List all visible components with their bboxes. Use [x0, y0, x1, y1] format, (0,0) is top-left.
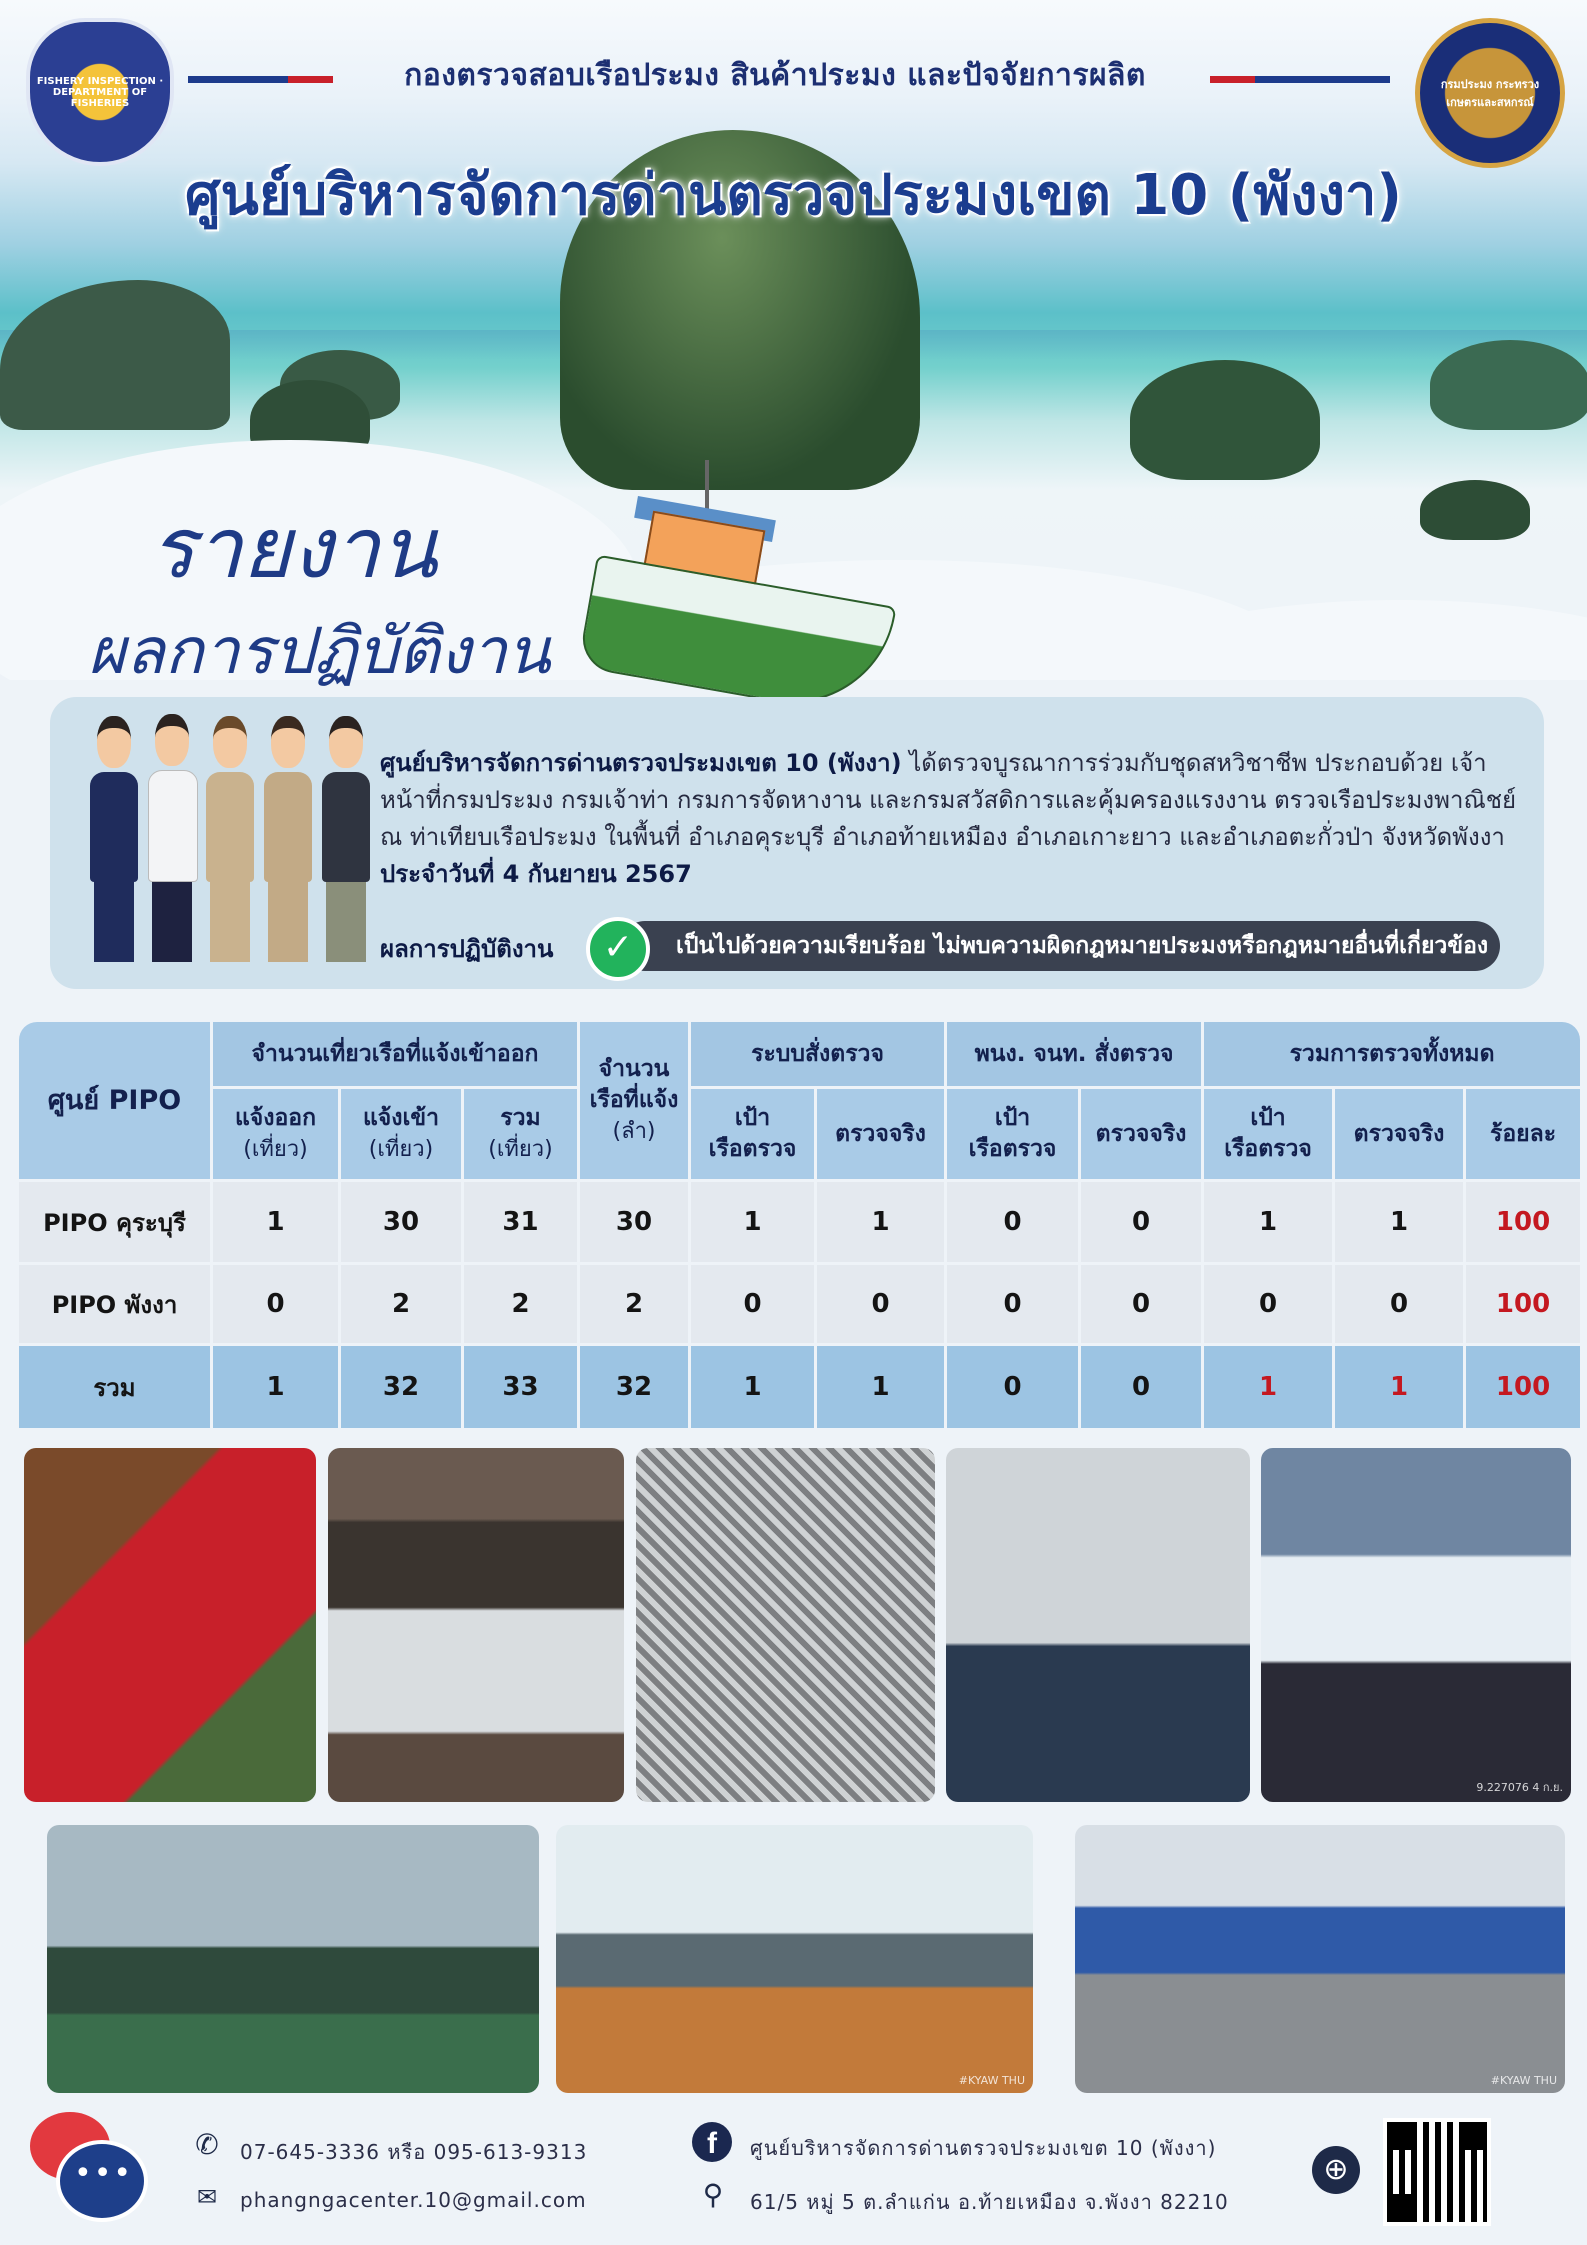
col-in [341, 1089, 461, 1179]
report-subtitle: ผลการปฏิบัติงาน [88, 615, 551, 689]
total-cell: 0 [1081, 1346, 1201, 1428]
cell: 30 [580, 1182, 688, 1262]
photo-fish-hold [328, 1448, 624, 1802]
total-cell: 0 [947, 1346, 1078, 1428]
cell: 0 [1081, 1182, 1201, 1262]
photo-fishing-boat [47, 1825, 539, 2093]
location-pin-icon: ⚲ [702, 2178, 724, 2211]
island [1130, 360, 1320, 480]
cell: 0 [1335, 1265, 1463, 1343]
summary-date: ประจำวันที่ 4 กันยายน 2567 [380, 860, 692, 888]
col-out-label: แจ้งออก [234, 1105, 317, 1131]
target-label: เป้า [994, 1105, 1031, 1131]
summary-paragraph [380, 745, 1520, 893]
table-header-system: ระบบสั่งตรวจ [691, 1022, 944, 1086]
seal-text: กรมประมง กระทรวงเกษตรและสหกรณ์ [1440, 78, 1540, 109]
summary-card [50, 697, 1544, 989]
facebook-page[interactable]: ศูนย์บริหารจัดการด่านตรวจประมงเขต 10 (พังงา) [750, 2136, 1217, 2160]
fishery-inspection-logo [26, 18, 174, 166]
col-in-unit: (เที่ยว) [368, 1137, 434, 1162]
table-header-center: ศูนย์ PIPO [19, 1022, 210, 1179]
boats-label-2: เรือที่แจ้ง [589, 1087, 679, 1113]
col-total-target [1204, 1089, 1332, 1179]
total-cell: 1 [817, 1346, 944, 1428]
photo-boat-signal-light [946, 1448, 1250, 1802]
total-cell: 33 [464, 1346, 577, 1428]
cell: 0 [947, 1265, 1078, 1343]
target-label-2: เรือตรวจ [708, 1136, 797, 1162]
result-label: ผลการปฏิบัติงาน [380, 935, 554, 963]
total-cell: 1 [213, 1346, 338, 1428]
footer-contact [0, 2100, 1587, 2245]
qr-code[interactable] [1383, 2118, 1491, 2226]
globe-icon[interactable]: ⊕ [1312, 2146, 1360, 2194]
island [1420, 480, 1530, 540]
photo-document-check [1261, 1448, 1571, 1802]
cell: 30 [341, 1182, 461, 1262]
check-icon: ✓ [586, 917, 650, 981]
table-total-row [19, 1346, 1580, 1428]
cell: 1 [1335, 1182, 1463, 1262]
col-out-unit: (เที่ยว) [243, 1137, 308, 1162]
fishing-boat-illustration [585, 480, 895, 710]
photo-timestamp: 9.227076 4 ก.ย. [1476, 1781, 1563, 1794]
col-sum-label: รวม [500, 1105, 541, 1131]
total-cell: 1 [691, 1346, 814, 1428]
table-header-boats [580, 1022, 688, 1179]
header-rule-right [1210, 68, 1390, 75]
col-percent: ร้อยละ [1466, 1089, 1580, 1179]
target-label-2: เรือตรวจ [968, 1136, 1057, 1162]
cell: 31 [464, 1182, 577, 1262]
total-cell: 1 [1335, 1346, 1463, 1428]
agency-name: กองตรวจสอบเรือประมง สินค้าประมง และปัจจัยการผลิต [404, 58, 1146, 93]
table-row [19, 1182, 1580, 1262]
cell: 0 [817, 1265, 944, 1343]
total-cell: 32 [341, 1346, 461, 1428]
island [0, 280, 230, 430]
total-label: รวม [19, 1346, 210, 1428]
center-title: ศูนย์บริหารจัดการด่านตรวจประมงเขต 10 (พังงา) [184, 163, 1402, 228]
cell: 1 [213, 1182, 338, 1262]
col-out [213, 1089, 338, 1179]
email-icon: ✉ [196, 2183, 218, 2211]
total-cell: 1 [1204, 1346, 1332, 1428]
boats-unit: (ลำ) [612, 1119, 656, 1144]
email-address[interactable]: phangngacenter.10@gmail.com [240, 2188, 587, 2212]
photo-watermark: #KYAW THU [1490, 2074, 1557, 2087]
total-cell: 32 [580, 1346, 688, 1428]
result-row [380, 915, 1520, 973]
chat-bubbles-icon: ••• [30, 2110, 142, 2222]
col-system-actual: ตรวจจริง [817, 1089, 944, 1179]
target-label: เป้า [1250, 1105, 1286, 1131]
cell: 0 [213, 1265, 338, 1343]
summary-body: ได้ตรวจบูรณาการร่วมกับชุดสหวิชาชีพ ประกอบด้วย เจ้าหน้าที่กรมประมง กรมเจ้าท่า กรมการจัดหางาน และกรมสวัสดิการและคุ้มครองแรงงาน ตรวจเรือประมงพาณิชย์ ณ ท่าเทียบเรือประมง ในพื้นที่ อำเภอคุระบุรี อำเภอท้ายเหมือง อำเภอเกาะยาว และอำเภอตะกั่วป่า จังหวัดพังงา [380, 749, 1517, 851]
photo-fishing-net [636, 1448, 935, 1802]
summary-org: ศูนย์บริหารจัดการด่านตรวจประมงเขต 10 (พังงา) [380, 749, 902, 777]
photo-crew-inspection [556, 1825, 1033, 2093]
phone-icon: ✆ [195, 2128, 219, 2161]
target-label: เป้า [734, 1105, 771, 1131]
officers-illustration [90, 752, 390, 962]
cell: 2 [341, 1265, 461, 1343]
cell: 0 [1081, 1265, 1201, 1343]
cell: 2 [580, 1265, 688, 1343]
row-label: PIPO คุระบุรี [19, 1182, 210, 1262]
percent-cell: 100 [1466, 1182, 1580, 1262]
table-row [19, 1265, 1580, 1343]
table-header-officer: พนง. จนท. สั่งตรวจ [947, 1022, 1201, 1086]
report-title: รายงาน [150, 499, 438, 597]
photo-pier-inspection [1075, 1825, 1565, 2093]
department-of-fisheries-seal [1415, 18, 1565, 168]
table-header-trips: จำนวนเที่ยวเรือที่แจ้งเข้าออก [213, 1022, 577, 1086]
row-label: PIPO พังงา [19, 1265, 210, 1343]
inspection-stats-table [16, 1019, 1583, 1431]
cell: 1 [1204, 1182, 1332, 1262]
result-status: เป็นไปด้วยความเรียบร้อย ไม่พบความผิดกฎหมายประมงหรือกฎหมายอื่นที่เกี่ยวข้อง [620, 921, 1500, 971]
col-officer-target [947, 1089, 1078, 1179]
photo-fire-extinguisher [24, 1448, 316, 1802]
percent-cell: 100 [1466, 1265, 1580, 1343]
header-rule-left [188, 68, 333, 75]
col-officer-actual: ตรวจจริง [1081, 1089, 1201, 1179]
cell: 0 [691, 1265, 814, 1343]
cell: 0 [1204, 1265, 1332, 1343]
cell: 1 [691, 1182, 814, 1262]
logo-text: FISHERY INSPECTION · DEPARTMENT OF FISHERIES [36, 75, 164, 109]
photo-watermark: #KYAW THU [958, 2074, 1025, 2087]
cell: 2 [464, 1265, 577, 1343]
cell: 1 [817, 1182, 944, 1262]
cell: 0 [947, 1182, 1078, 1262]
col-sum [464, 1089, 577, 1179]
facebook-icon: f [692, 2122, 732, 2162]
island [1430, 340, 1587, 430]
col-sum-unit: (เที่ยว) [488, 1137, 553, 1162]
target-label-2: เรือตรวจ [1224, 1136, 1312, 1162]
table-header-total: รวมการตรวจทั้งหมด [1204, 1022, 1580, 1086]
boats-label: จำนวน [598, 1056, 670, 1082]
col-in-label: แจ้งเข้า [362, 1105, 440, 1131]
phone-number[interactable]: 07-645-3336 หรือ 095-613-9313 [240, 2140, 588, 2164]
total-percent-cell: 100 [1466, 1346, 1580, 1428]
col-total-actual: ตรวจจริง [1335, 1089, 1463, 1179]
address: 61/5 หมู่ 5 ต.ลำแก่น อ.ท้ายเหมือง จ.พังงา 82210 [750, 2190, 1229, 2214]
col-system-target [691, 1089, 814, 1179]
